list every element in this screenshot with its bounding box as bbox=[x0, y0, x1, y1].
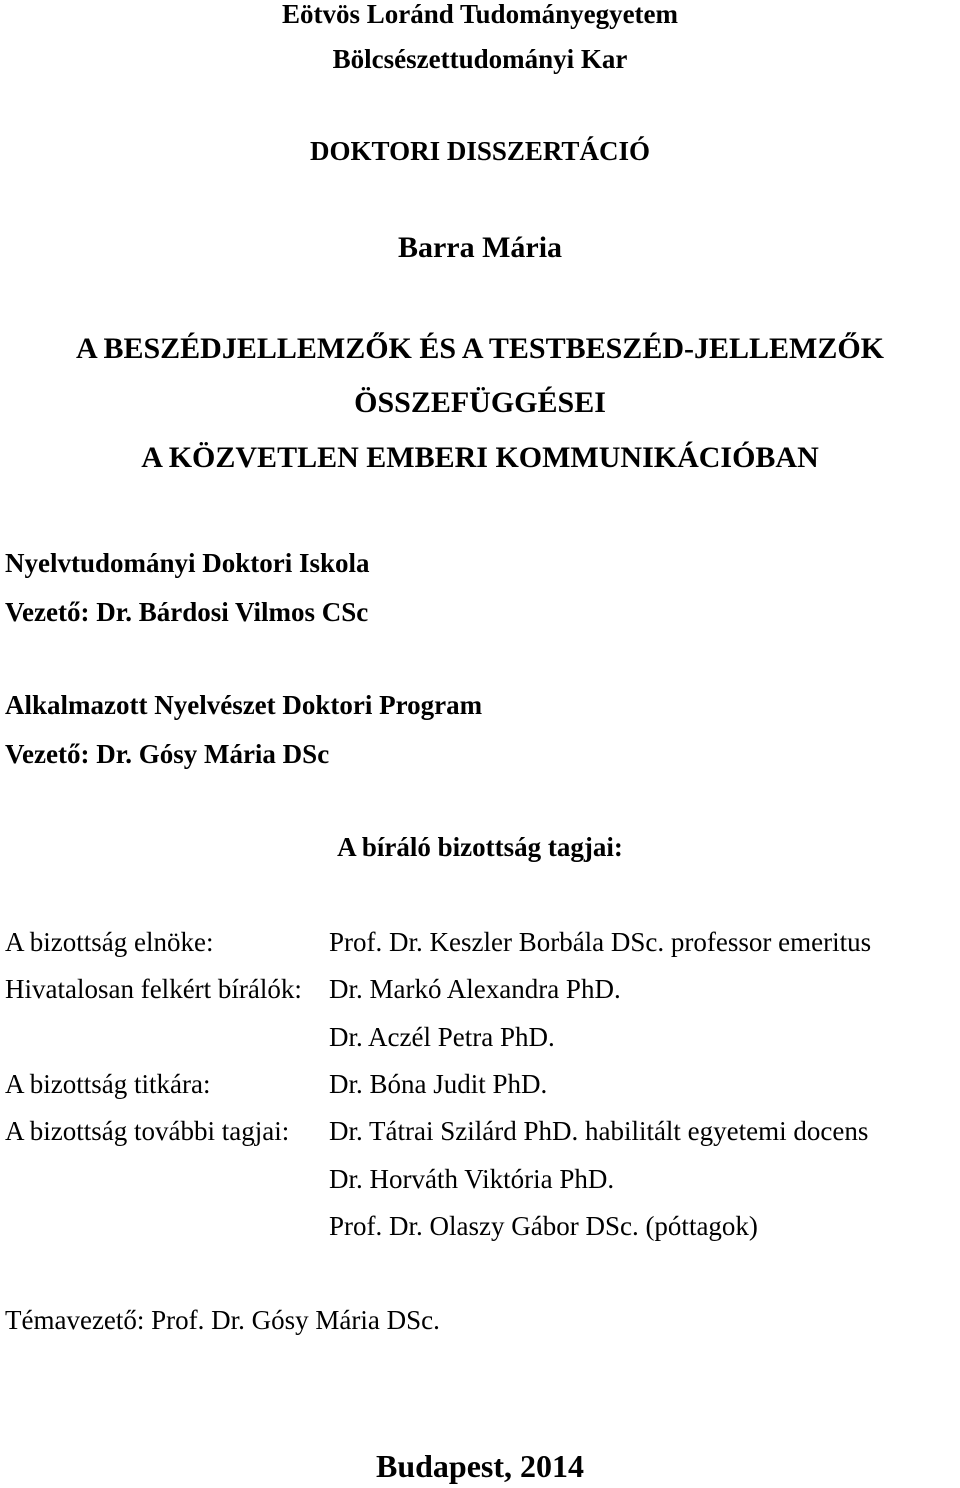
thesis-title-line-3: A KÖZVETLEN EMBERI KOMMUNIKÁCIÓBAN bbox=[141, 441, 819, 474]
doctoral-school-head: Vezető: Dr. Bárdosi Vilmos CSc bbox=[5, 597, 369, 627]
university-name: Eötvös Loránd Tudományegyetem bbox=[281, 0, 679, 29]
place-and-year: Budapest, 2014 bbox=[375, 1448, 585, 1484]
doctoral-school-name: Nyelvtudományi Doktori Iskola bbox=[5, 548, 370, 578]
member-1: Dr. Tátrai Szilárd PhD. habilitált egyetemi docens bbox=[329, 1116, 869, 1146]
reviewer-1: Dr. Markó Alexandra PhD. bbox=[329, 974, 621, 1004]
document-type: DOKTORI DISSZERTÁCIÓ bbox=[310, 136, 650, 166]
member-3: Prof. Dr. Olaszy Gábor DSc. (póttagok) bbox=[329, 1211, 758, 1241]
secretary-value: Dr. Bóna Judit PhD. bbox=[329, 1069, 548, 1099]
secretary-label: A bizottság titkára: bbox=[5, 1069, 211, 1099]
reviewers-label: Hivatalosan felkért bírálók: bbox=[5, 974, 302, 1004]
supervisor-line: Témavezető: Prof. Dr. Gósy Mária DSc. bbox=[5, 1305, 440, 1335]
member-2: Dr. Horváth Viktória PhD. bbox=[329, 1164, 615, 1194]
chair-value: Prof. Dr. Keszler Borbála DSc. professor emeritus bbox=[329, 927, 872, 957]
committee-heading: A bíráló bizottság tagjai: bbox=[337, 832, 623, 862]
doctoral-program-head: Vezető: Dr. Gósy Mária DSc bbox=[5, 739, 330, 769]
doctoral-program-name: Alkalmazott Nyelvészet Doktori Program bbox=[5, 690, 483, 720]
thesis-title-line-1: A BESZÉDJELLEMZŐK ÉS A TESTBESZÉD-JELLEMZŐK bbox=[75, 332, 885, 365]
faculty-name: Bölcsészettudományi Kar bbox=[332, 44, 628, 74]
thesis-title-line-2: ÖSSZEFÜGGÉSEI bbox=[354, 386, 606, 419]
reviewer-2: Dr. Aczél Petra PhD. bbox=[329, 1022, 555, 1052]
author-name: Barra Mária bbox=[397, 231, 563, 264]
members-label: A bizottság további tagjai: bbox=[5, 1116, 290, 1146]
chair-label: A bizottság elnöke: bbox=[5, 927, 214, 957]
